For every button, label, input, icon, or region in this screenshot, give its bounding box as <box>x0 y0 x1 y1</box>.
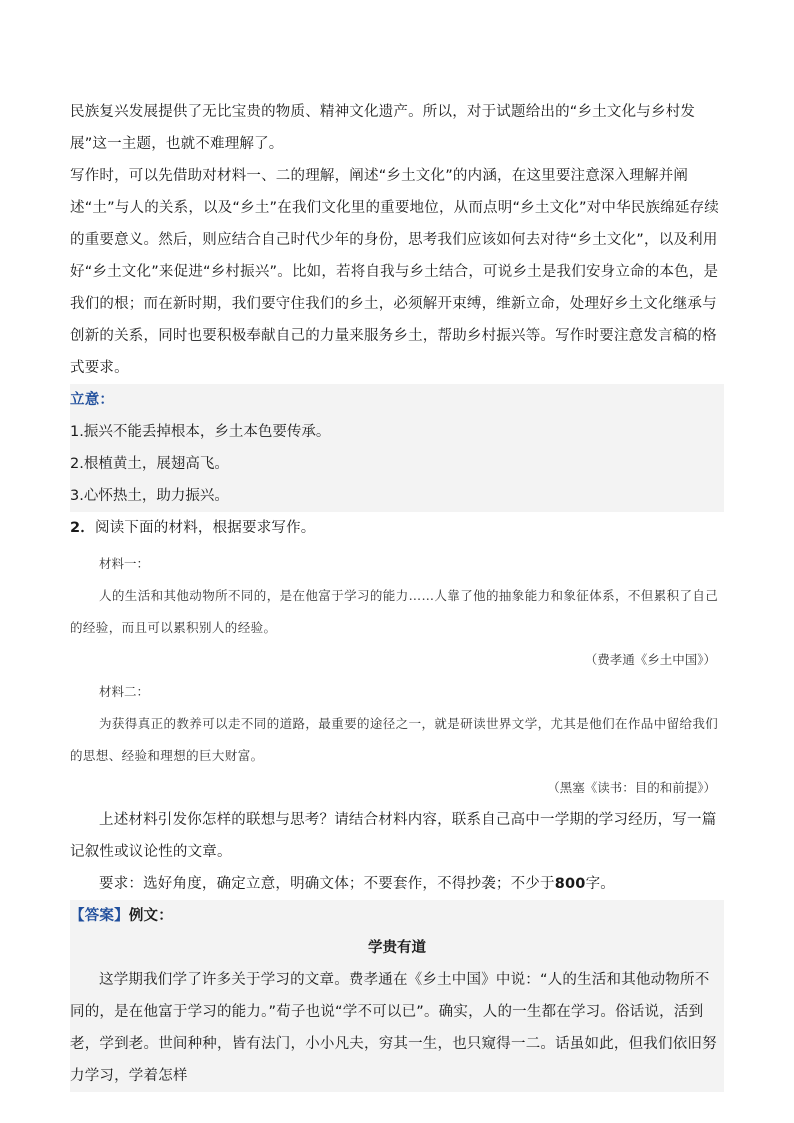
requirement-text: 要求：选好角度，确定立意，明确文体；不要套作，不得抄袭；不少于 <box>99 876 555 892</box>
idea-item-2 <box>70 448 724 480</box>
material-1-label: 材料一： <box>99 556 150 571</box>
answer-label: 【答案】 <box>70 908 129 924</box>
material-2-source: （黑塞《读书：目的和前提》） <box>547 780 716 795</box>
idea-number: 1. <box>70 424 84 440</box>
essay-body: 这学期我们学了许多关于学习的文章。费孝通在《乡土中国》中说：“人的生活和其他动物所不同的，是在他富于学习的能力。”荀子也说“学不可以已”。确实，人的一生都在学习。俗话说，活到老，学到老。世间种种，皆有法门，小小凡夫，穷其一生，也只窥得一二。话虽如此，但我们依旧努力学习，学着怎样 <box>70 972 717 1084</box>
idea-item-3 <box>70 480 724 512</box>
question-instruction: 阅读下面的材料，根据要求写作。 <box>95 520 316 536</box>
requirement-number: 800 <box>554 876 586 892</box>
question-number: 2． <box>70 520 95 536</box>
ideas-section <box>70 384 724 512</box>
material-2-label: 材料二： <box>99 684 150 699</box>
material-1-text: 人的生活和其他动物所不同的，是在他富于学习的能力……人靠了他的抽象能力和象征体系，不但累积了自己的经验，而且可以累积别人的经验。 <box>70 588 719 635</box>
idea-number: 3. <box>70 488 84 504</box>
essay-title: 学贵有道 <box>368 940 426 956</box>
material-1-source: （费孝通《乡土中国》） <box>584 652 716 667</box>
answer-heading <box>70 900 724 932</box>
answer-label-suffix: 例文： <box>128 908 173 924</box>
answer-section <box>70 900 724 1092</box>
intro-paragraph-2: 写作时，可以先借助对材料一、二的理解，阐述“乡土文化”的内涵，在这里要注意深入理解并阐述“土”与人的关系，以及“乡土”在我们文化里的重要地位，从而点明“乡土文化”对中华民族绵延存续的重要意义。然后，则应结合自己时代少年的身份，思考我们应该如何去对待“乡土文化”，以及利用好“乡土文化”来促进“乡村振兴”。比如，若将自我与乡土结合，可说乡土是我们安身立命的本色，是我们的根；而在新时期，我们要守住我们的乡土，必须解开束缚，维新立命，处理好乡土文化继承与创新的关系，同时也要积极奉献自己的力量来服务乡土，帮助乡村振兴等。写作时要注意发言稿的格式要求。 <box>70 168 719 376</box>
question-2-title <box>70 512 724 544</box>
ideas-heading: 立意： <box>70 392 115 408</box>
writing-prompt: 上述材料引发你怎样的联想与思考？请结合材料内容，联系自己高中一学期的学习经历，写一篇记叙性或议论性的文章。 <box>70 812 717 860</box>
page-content <box>70 96 724 1092</box>
requirement-suffix: 字。 <box>585 876 615 892</box>
idea-number: 2. <box>70 456 84 472</box>
intro-paragraph-1: 民族复兴发展提供了无比宝贵的物质、精神文化遗产。所以，对于试题给出的“乡土文化与乡村发展”这一主题，也就不难理解了。 <box>70 104 696 152</box>
writing-requirements <box>70 868 724 900</box>
idea-text: 振兴不能丢掉根本，乡土本色要传承。 <box>83 424 331 440</box>
idea-text: 心怀热土，助力振兴。 <box>83 488 229 504</box>
idea-text: 根植黄土，展翅高飞。 <box>83 456 229 472</box>
material-2-text: 为获得真正的教养可以走不同的道路，最重要的途径之一，就是研读世界文学，尤其是他们在作品中留给我们的思想、经验和理想的巨大财富。 <box>70 716 719 763</box>
idea-item-1 <box>70 416 724 448</box>
